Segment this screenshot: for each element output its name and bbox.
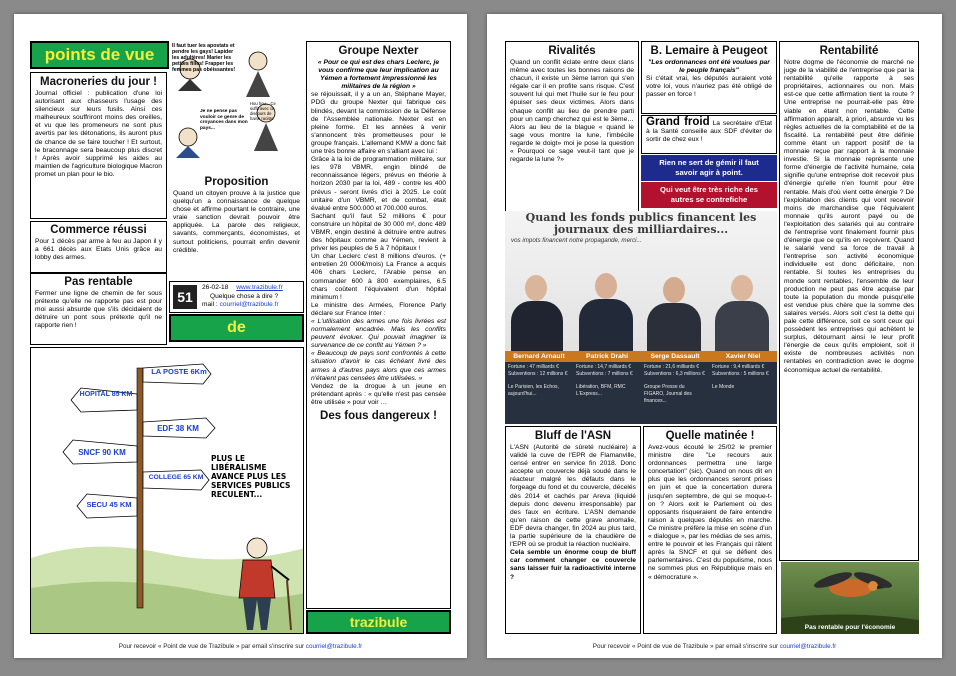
cartoon-caption-1: Il faut tuer les apostats et pendre les gays! Lapider les adultères! Marier les petites filles! Frapper les femmes pas obéissantes! <box>172 43 236 73</box>
commerce-box <box>30 221 167 273</box>
person-name: Serge Dassault <box>641 351 709 362</box>
banner-de: de <box>227 319 246 336</box>
issue-question: Quelque chose à dire ? <box>210 292 279 300</box>
nexter-quote2: « L'utilisation des armes une fois livrées est normalement encadrée. Mais les conflits peuvent évoluer. Qui pouvait imaginer la survenance de ce conflit au Yémen ? » <box>311 318 446 350</box>
person-papers: Libération, BFM, RMC L'Express... <box>576 384 626 397</box>
photo-title: Quand les fonds publics financent les journaux des milliardaires... <box>525 211 757 236</box>
person-1 <box>505 261 573 424</box>
nexter-p2: Grâce à la loi de programmation militaire, sur les 978 VBMR, engin blindé de reconnaissance légers, prévus en théorie à horizon 2030 par la loi, 489 - contre les 400 prévus - seront livrés d'ici à 2025. Le coût unitaire d'un VBMR, et de combat, était évalué entre 500.000 et 700.000 euros. <box>311 156 446 212</box>
commerce-text: Pour 1 décès par arme à feu au Japon il y a 661 décès aux Etats Unis grâce au lobby des armes. <box>35 238 162 262</box>
person-papers: Groupe Presse du FIGARO, Journal des finances... <box>644 384 692 404</box>
nexter-title: Groupe Nexter <box>338 45 419 57</box>
person-4 <box>709 261 777 424</box>
asn-bold: Cela semble un énorme coup de bluff car comment changer ce couvercle sans laisser fuir la radioactivité interne ? <box>510 549 636 581</box>
person-caption <box>641 362 709 424</box>
sign-5: COLLEGE 65 KM <box>148 474 204 481</box>
person-subsidy: Subventions : 6,3 millions € <box>644 371 705 377</box>
pas-rentable-box <box>30 273 167 345</box>
person-fortune: Fortune : 9,4 milliards € <box>712 364 765 370</box>
bird-photo <box>781 562 919 634</box>
rentabilite-title: Rentabilité <box>819 45 879 57</box>
rentabilite-box <box>779 41 919 561</box>
person-name: Bernard Arnault <box>505 351 573 362</box>
grand-froid-text: La secrétaire d'Etat à la Santé conseille aux SDF d'éviter de sortir de chez eux ! <box>646 120 772 144</box>
right-page <box>487 14 942 658</box>
nexter-p5: Le ministre des Armées, Florence Parly déclare sur France Inter : <box>311 301 446 317</box>
lemaire-text: Si c'était vrai, les députés auraient voté votre loi, vous n'auriez pas été obligé de passer en force ! <box>646 75 772 99</box>
asn-title: Bluff de l'ASN <box>534 430 612 442</box>
proposition-text: Quand un citoyen prouve à la justice que quelqu'un a connaissance de quelque chose et affirme pourtant le contraire, une vraie sanction devrait pouvoir être appliquée. La parole des religieux, savants, commerçants, économistes, et surtout politiciens, pourrait enfin devenir crédible. <box>173 190 300 254</box>
banner-trazibule: trazibule <box>349 614 408 630</box>
person-caption <box>505 362 573 424</box>
lemaire-quote: "Les ordonnances ont été voulues par le peuple français" <box>648 59 770 75</box>
issue-number: 51 <box>173 285 197 309</box>
banner-title-box <box>30 41 169 69</box>
banner-trazibule-box <box>306 610 451 634</box>
matinee-title: Quelle matinée ! <box>665 430 755 442</box>
banner-de-box <box>169 314 304 342</box>
proposition-box <box>169 174 304 279</box>
photo-people <box>505 261 777 424</box>
red-banner-text: Qui veut être très riche des autres se contrefiche <box>660 185 758 204</box>
commerce-title: Commerce réussi <box>50 224 147 236</box>
nexter-box <box>306 41 451 609</box>
person-head <box>525 275 547 301</box>
matinee-text: Avez-vous écouté le 25/02 le premier ministre dire "Le recours aux ordonnances permettra une large concertation" (sic). Quand on nous dit en plus que les ordonnances seront prises en juin et que la concertation durera jusqu'en septembre, de qui se moque-t-on ? Alors exit le Parlement où des opposants risqueraient de faire entendre raison à quelques députés en marche. Ce ministre préfère la mise en scène d'un « dialogue », par les médias de ses amis, entre le pouvoir et les Français qui râlent après la SNCF et qui se défient des parlementaires. C'est du populisme, nous ne sommes plus en République mais en « démocrature ». <box>648 444 772 581</box>
signpost-bubble: PLUS LE LIBÉRALISME AVANCE PLUS LES SERVICES PUBLICS RECULENT... <box>211 454 291 499</box>
person-head <box>731 275 753 301</box>
person-caption <box>709 362 777 424</box>
blue-banner <box>641 155 777 181</box>
macroneries-text: Journal officiel : publication d'une loi autorisant aux chasseurs l'usage des silencieux sur leurs fusils. Ainsi ces malheureux souffriront moins des oreilles, et vu que les promeneurs ne sont plus avertis par les détonations, ils auront plus de chance de se faire toucher ! Et surtout, le braconnage sera beaucoup plus discret ! Après avoir supprimé les aides au maintien de l'agriculture biologique Macron promet un plan pour le bio. <box>35 90 162 178</box>
macroneries-box <box>30 72 167 219</box>
asn-text: L'ASN (Autorité de sûreté nucléaire) a validé la cuve de l'EPR de Flamanville, censé entrer en service fin 2018. Donc accepte un couvercle déjà soudé dans le réacteur malgré les défauts dans le forgeage du fond et du couvercle, décelés dès 2014 et cachés par Areva (liquidé depuis donc devenu irresponsable) par des faux en écriture. L'ASN demande qu'en raison de cette grave anomalie, EDF devra changer, fin 2024 au plus tard, la partie supérieure de la chaudière de l'EPR où se produit la réaction nucléaire. <box>510 444 636 549</box>
person-fortune: Fortune : 47 milliards € <box>508 364 559 370</box>
matinee-box <box>643 426 777 634</box>
issue-box <box>169 281 304 313</box>
nexter-p6: Vendez de la drogue à un jeune en prétendant après : « qu'elle n'est pas censée être utilisée » pour voir … <box>311 382 446 406</box>
sign-4: SNCF 90 KM <box>78 448 126 457</box>
person-head <box>663 277 685 303</box>
person-caption <box>573 362 641 424</box>
sign-1: LA POSTE 6Km <box>151 367 207 376</box>
person-subsidy: Subventions : 12 millions € <box>508 371 568 377</box>
lemaire-box <box>641 41 777 114</box>
person-fortune: Fortune : 14,7 milliards € <box>576 364 632 370</box>
nexter-p1: se réjouissait, il y a un an, Stéphane Mayer, PDG du groupe Nexter qui fabrique ces blindés, devant la commission de la Défense de l'Assemblée nationale. Nexter est en pleine forme. Et les années à venir s'annoncent très prometteuses pour le groupe français. L'allemand KMW a donc fait une très bonne affaire en s'alliant avec lui : <box>311 91 446 156</box>
issue-mail[interactable]: courriel@trazibule.fr <box>219 301 279 308</box>
left-page <box>14 14 467 658</box>
nexter-closing: Des fous dangereux ! <box>320 410 437 423</box>
person-3 <box>641 261 709 424</box>
person-2 <box>573 261 641 424</box>
photo-subtitle: vos impots financent notre propagande, merci... <box>511 237 642 244</box>
person-subsidy: Subventions : 5 millions € <box>712 371 769 377</box>
right-footer-mail[interactable]: courriel@trazibule.fr <box>779 643 837 650</box>
rivalites-text: Quand un conflit éclate entre deux clans même avec toutes les bonnes raisons de chacun, il existe un 3ème larron qui s'en régale car il en profite sans risque. C'est souvent lui qui met l'huile sur le feu pour épuiser ses deux victimes. Alors dans chaque conflit au lieu de prendre parti pour un camp cherchez qui est le 3ème… Alors au lieu de la blague « quand le sage vous montre la lune, l'imbécile regarde le doigt» moi je pose la question « Pourquoi ce sage veut-il tant que je regarde la lune ?» <box>510 59 634 164</box>
person-subsidy: Subventions : 7 millions € <box>576 371 633 377</box>
signpost-cartoon <box>30 347 304 634</box>
rentabilite-text: Notre dogme de l'économie de marché ne juge de la viabilité de l'entreprise que par la rentabilité qu'elle rapporte à ses propriétaires, actionnaires ou non. Mais est-ce que cette affirmation tient la route ? Une entreprise ne pourrait-elle pas être viable en étant non rentable. Cette affirmation apparaît, à priori, absurde vu les règles actuelles de la comptabilité et de la fiscalité. La rentabilité peut être définie comme étant un rapport positif de la monnaie reçue par rapport à la monnaie investie. Si la monnaie représente une forme d'énergie de l'activité humaine, cela signifie qu'une entreprise doit recevoir plus d'énergie qu'elle n'en fournit pour être rentable. Mais d'où vient cette énergie ? De l'exploitation des clients qui vont recevoir moins de marchandise que l'équivalent monnaie qu'ils auront payé ou de l'exploitation des salariés qui au contraire de l'entreprise vont finalement fournir plus d'énergie que ce qu'ils en reçoivent. Quand le salarié vend sa force de travail à l'entreprise son activité économique individuelle est donc déficitaire, non rentable. Si toutes les entreprises du monde sont rentables, l'ensemble de leur production ne peut pas être acquise par toute la population du monde puisqu'elle est vendue plus chère que la somme des salaires versés. Alors soit c'est la dette qui pale cette différence, soit ce sont ceux qui possèdent les entreprises qui achètent le surplus, détournant ainsi le leur profit l'énergie de ceux qu'ils emploient, soit il existe de nombreuses activités non rentables en contradiction avec le dogme économique actuel de rentabilité. <box>784 59 914 374</box>
issue-mail-label: mail : <box>202 301 218 308</box>
left-footer <box>14 643 467 650</box>
cartoon-caption-2: Je ne pense pas vouloir ce genre de croyances dans mon pays... <box>200 109 248 131</box>
person-body <box>647 303 701 351</box>
red-banner <box>641 182 777 208</box>
lemaire-title: B. Lemaire à Peugeot <box>650 45 768 57</box>
grand-froid-box <box>641 115 777 154</box>
person-fortune: Fortune : 21,6 milliards € <box>644 364 700 370</box>
proposition-title: Proposition <box>204 176 269 188</box>
blue-banner-text: Rien ne sert de gémir il faut savoir agir à point. <box>659 158 759 177</box>
issue-site[interactable]: www.trazibule.fr <box>236 284 283 291</box>
left-footer-mail[interactable]: courriel@trazibule.fr <box>305 643 363 650</box>
sign-6: SECU 45 KM <box>86 500 132 509</box>
person-papers: Le Monde <box>712 384 735 390</box>
cartoon-top <box>170 41 280 158</box>
person-body <box>511 301 563 351</box>
person-name: Xavier Niel <box>709 351 777 362</box>
grand-froid-title: Grand froid <box>646 116 710 128</box>
pas-rentable-text: Fermer une ligne de chemin de fer sous prétexte qu'elle ne rapporte pas est pour moi aussi absurde que s'ils décidaient de détruire un pont sous prétexte qu'il ne rapporte rien ! <box>35 290 162 330</box>
person-head <box>595 273 617 299</box>
pas-rentable-title: Pas rentable <box>64 276 133 288</box>
right-footer <box>487 643 942 650</box>
grand-froid-line <box>646 118 772 144</box>
person-body <box>579 299 633 351</box>
nexter-quote3: « Beaucoup de pays sont confrontés à cette situation d'avoir le cas échéant livré des armes à d'autres pays alors que ces armes n'étaient pas censées être utilisées. » <box>311 350 446 382</box>
nexter-p4: Un char Leclerc c'est 8 millions d'euros. (+ entretien 20 000€/mois) La France a acquis 406 chars Leclerc, l'Arabie pense en commander 600 à 800 exemplaires, 6.5 chars coûtent l'équivalent d'un hôpital minimum ! <box>311 253 446 301</box>
nexter-quote: « Pour ce qui est des chars Leclerc, je vous confirme que leur implication au Yémen a fortement impressionné les militaires de la région » <box>317 59 440 91</box>
issue-date: 26-02-18 <box>202 284 229 291</box>
person-papers: Le Parisien, les Echos, aujourd'hui... <box>508 384 559 397</box>
rivalites-box <box>505 41 639 221</box>
right-footer-text: Pour recevoir « Point de vue de Trazibule » par email s'inscrire sur <box>592 643 780 650</box>
sign-2: HOPITAL 85 KM <box>79 391 133 398</box>
person-body <box>715 301 769 351</box>
bird-caption: Pas rentable pour l'économie <box>804 624 896 631</box>
rivalites-title: Rivalités <box>548 45 596 57</box>
left-footer-text: Pour recevoir « Point de vue de Trazibule » par email s'inscrire sur <box>118 643 306 650</box>
nexter-p3: Sachant qu'il faut 52 millions € pour construire un hôpital de 30 000 m², donc 489 VBMR, engin destiné à détruire entre autres des hôpitaux comme au Yémen, revient à priver les peuples de 5 à 7 hôpitaux ! <box>311 212 446 253</box>
banner-title: points de vue <box>44 45 155 64</box>
macroneries-title: Macroneries du jour ! <box>40 76 157 88</box>
person-name: Patrick Drahi <box>573 351 641 362</box>
cartoon-caption-3: Hou hou... Ce suffit avec ce discours de haine raciste <box>250 101 276 121</box>
billionaires-photo <box>505 211 777 424</box>
asn-box <box>505 426 641 634</box>
sign-3: EDF 38 KM <box>157 424 199 433</box>
issue-info <box>202 284 283 310</box>
